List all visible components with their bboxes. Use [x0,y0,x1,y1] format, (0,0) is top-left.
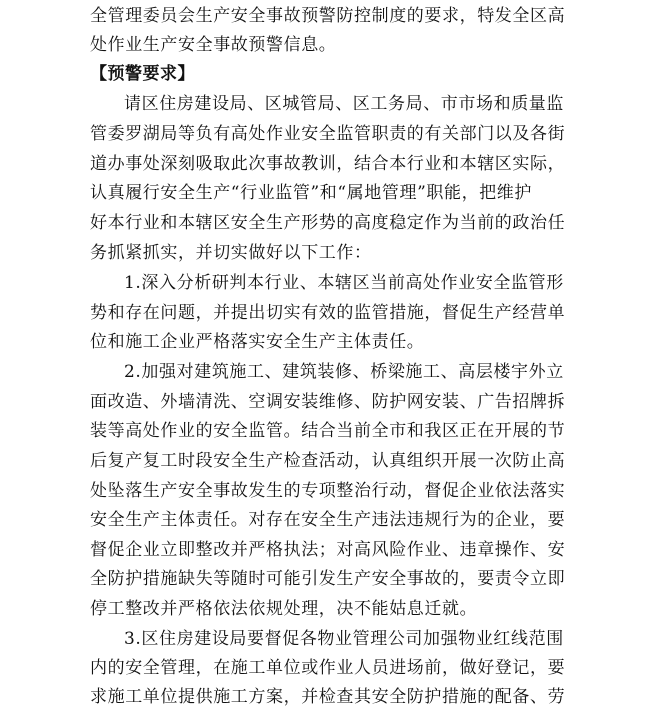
paragraph-line: 务抓紧抓实，并切实做好以下工作： [90,243,372,263]
paragraph-line: 认真履行安全生产“行业监管”和“属地管理”职能，把维护 [90,183,532,203]
list-item-line: 3.区住房建设局要督促各物业管理公司加强物业红线范围 [124,629,564,649]
paragraph-line: 求施工单位提供施工方案，并检查其安全防护措施的配备、劳 [90,687,566,707]
paragraph-line: 后复产复工时段安全生产检查活动，认真组织开展一次防止高 [90,451,566,471]
paragraph-line: 处作业生产安全事故预警信息。 [90,35,337,55]
list-item-line: 2.加强对建筑施工、建筑装修、桥梁施工、高层楼宇外立 [124,362,564,382]
paragraph-line: 装等高处作业的安全监管。结合当前全市和我区正在开展的节 [90,421,566,441]
paragraph-line: 处坠落生产安全事故发生的专项整治行动，督促企业依法落实 [90,481,566,501]
paragraph-line: 面改造、外墙清洗、空调安装维修、防护网安装、广告招牌拆 [90,392,566,412]
paragraph-line: 内的安全管理，在施工单位或作业人员进场前，做好登记，要 [90,658,566,678]
paragraph-line: 好本行业和本辖区安全生产形势的高度稳定作为当前的政治任 [90,213,566,233]
paragraph-line: 管委罗湖局等负有高处作业安全监管职责的有关部门以及各街 [90,124,566,144]
paragraph-line: 道办事处深刻吸取此次事故教训，结合本行业和本辖区实际， [90,154,566,174]
paragraph-line: 全防护措施缺失等随时可能引发生产安全事故的，要责令立即 [90,569,566,589]
paragraph-line: 停工整改并严格依法依规处理，决不能姑息迁就。 [90,599,478,619]
paragraph-line: 安全生产主体责任。对存在安全生产违法违规行为的企业，要 [90,510,566,530]
paragraph-line: 请区住房建设局、区城管局、区工务局、市市场和质量监 [124,94,564,114]
list-item-line: 1.深入分析研判本行业、本辖区当前高处作业安全监管形 [124,273,564,293]
paragraph-line: 全管理委员会生产安全事故预警防控制度的要求，特发全区高 [90,6,566,26]
section-heading: 【预警要求】 [90,64,195,84]
paragraph-line: 势和存在问题，并提出切实有效的监管措施，督促生产经营单 [90,303,566,323]
paragraph-line: 督促企业立即整改并严格执法；对高风险作业、违章操作、安 [90,540,566,560]
paragraph-line: 位和施工企业严格落实安全生产主体责任。 [90,332,425,352]
